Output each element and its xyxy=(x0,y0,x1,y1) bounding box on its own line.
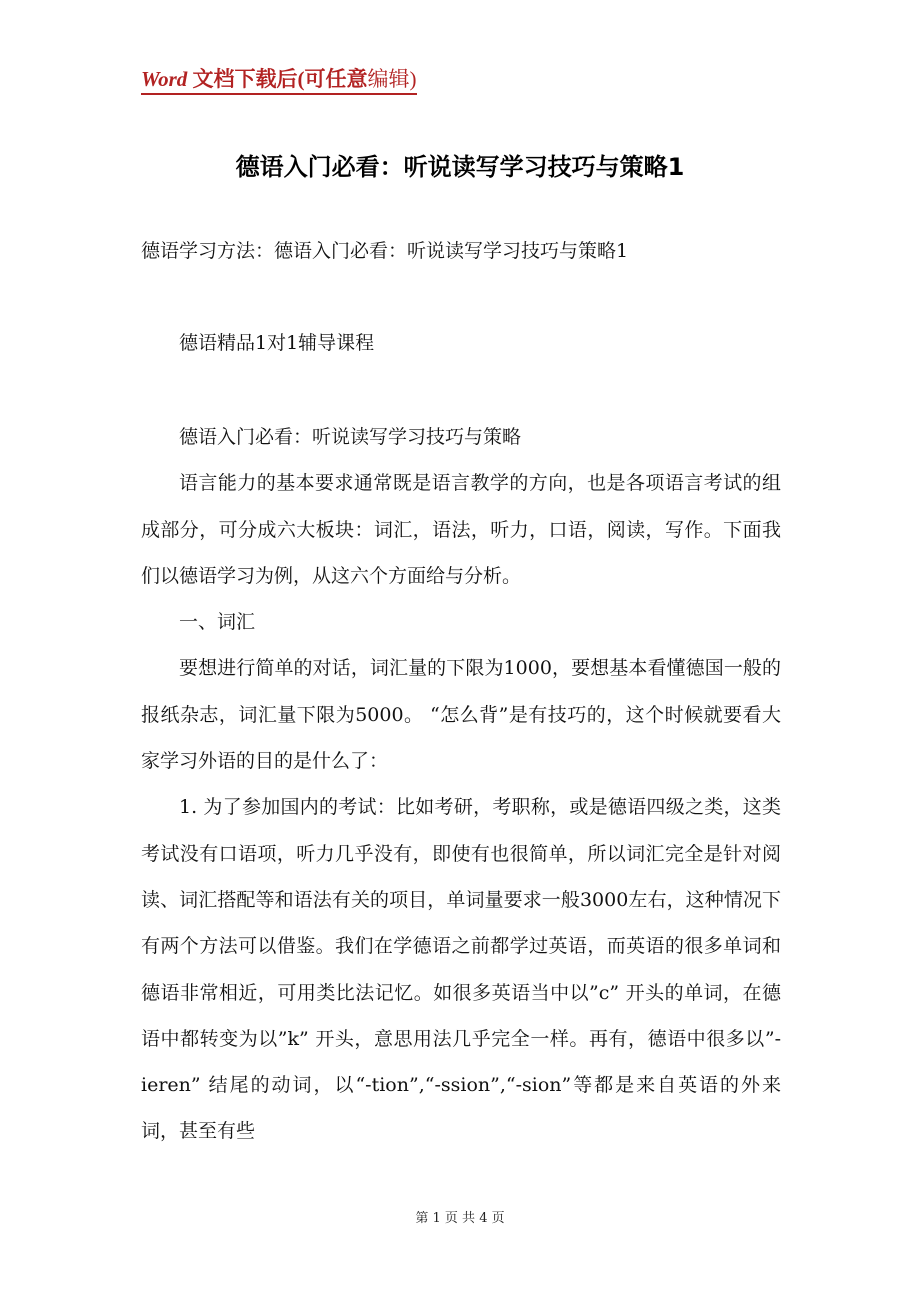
document-title: 德语入门必看：听说读写学习技巧与策略1 xyxy=(235,153,685,181)
course-line xyxy=(141,320,781,366)
download-header xyxy=(141,66,417,95)
article-body xyxy=(141,414,781,1155)
body-paragraph: 要想进行简单的对话，词汇量的下限为1000，要想基本看懂德国一般的报纸杂志，词汇量下限为5000。 “怎么背”是有技巧的，这个时候就要看大家学习外语的目的是什么了： xyxy=(141,657,781,773)
course-line-text: 德语精品1对1辅导课程 xyxy=(179,332,375,354)
article-title: 德语入门必看：听说读写学习技巧与策略 xyxy=(179,426,522,448)
document-subtitle: 德语学习方法：德语入门必看：听说读写学习技巧与策略1 xyxy=(141,240,629,262)
section-heading: 一、词汇 xyxy=(179,611,256,634)
header-download-text: 文档下载后(可任意 xyxy=(187,67,368,91)
header-word: Word xyxy=(141,67,188,91)
page-footer: 第 1 页 共 4 页 xyxy=(415,1211,505,1226)
header-edit-text: 编辑) xyxy=(367,67,417,91)
body-paragraph: 语言能力的基本要求通常既是语言教学的方向，也是各项语言考试的组成部分，可分成六大板块：词汇，语法，听力，口语，阅读，写作。下面我们以德语学习为例，从这六个方面给与分析。 xyxy=(141,472,781,587)
body-paragraph: 1. 为了参加国内的考试：比如考研，考职称，或是德语四级之类，这类考试没有口语项，听力几乎没有，即使有也很简单，所以词汇完全是针对阅读、词汇搭配等和语法有关的项目，单词量要求一般3000左右，这种情况下有两个方法可以借鉴。我们在学德语之前都学过英语，而英语的很多单词和德语非常相近，可用类比法记忆。如很多英语当中以”c” 开头的单词，在德语中都转变为以”k” 开头，意思用法几乎完全一样。再有，德语中很多以”-ieren” 结尾的动词，以“-tion”,“-ssion”,“-sion”等都是来自英语的外来词，甚至有些 xyxy=(141,796,781,1143)
